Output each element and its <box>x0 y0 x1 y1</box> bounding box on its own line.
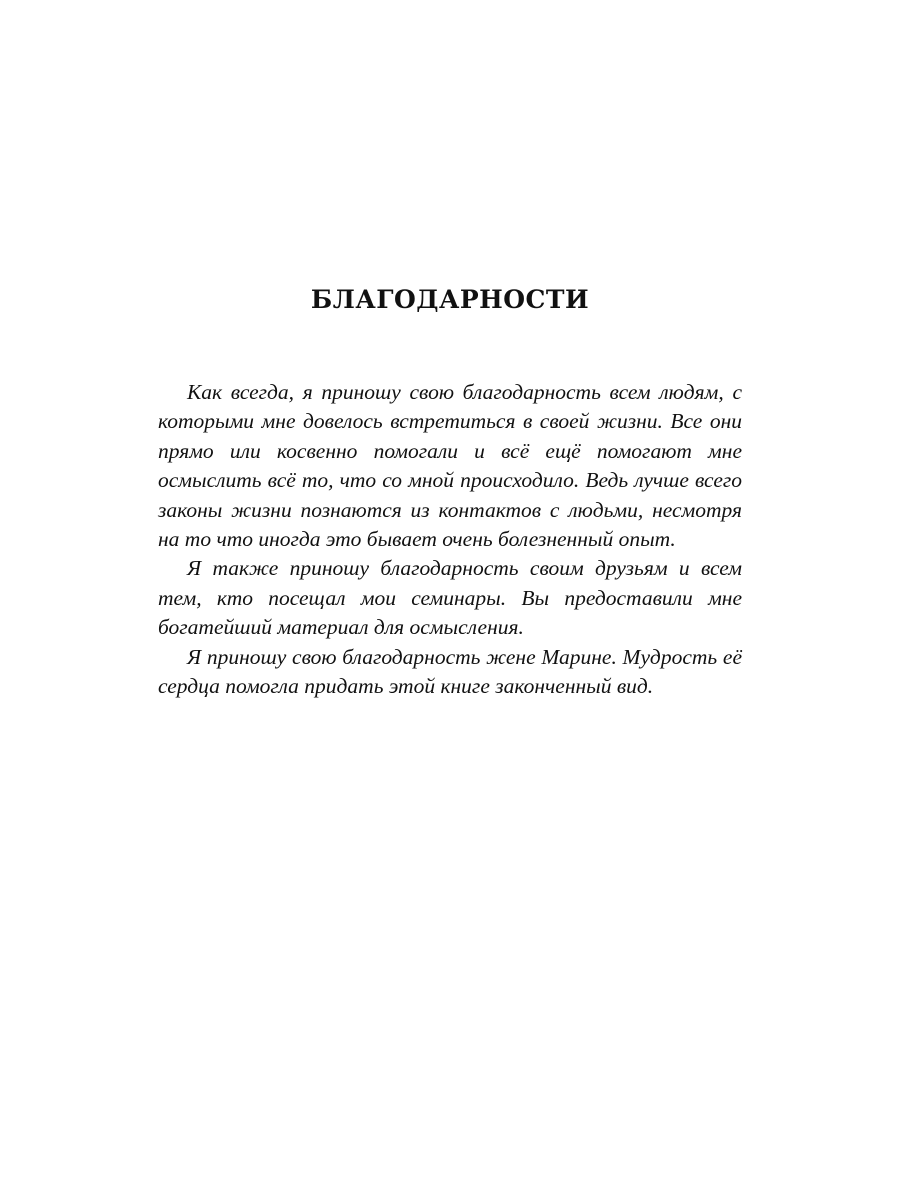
page-title: БЛАГОДАРНОСТИ <box>310 285 590 314</box>
paragraph-1: Как всегда, я приношу свою благодарность всем людям, с которыми мне довелось встретиться в своей жизни. Все они прямо или косвенно помогали и всё ещё помогают мне осмыслить всё то, что со мной происходило. Ведь лучше всего законы жизни познаются из контактов с людьми, несмотря на то что иногда это бывает очень болезненный опыт. <box>158 380 742 552</box>
paragraph-3: Я приношу свою благодарность жене Марине. Мудрость её сердца помогла придать этой книге законченный вид. <box>158 644 742 699</box>
paragraph-2: Я также приношу благодарность своим друзьям и всем тем, кто посещал мои семинары. Вы предоставили мне богатейший материал для осмысления. <box>158 556 742 640</box>
acknowledgements-text <box>158 378 742 701</box>
